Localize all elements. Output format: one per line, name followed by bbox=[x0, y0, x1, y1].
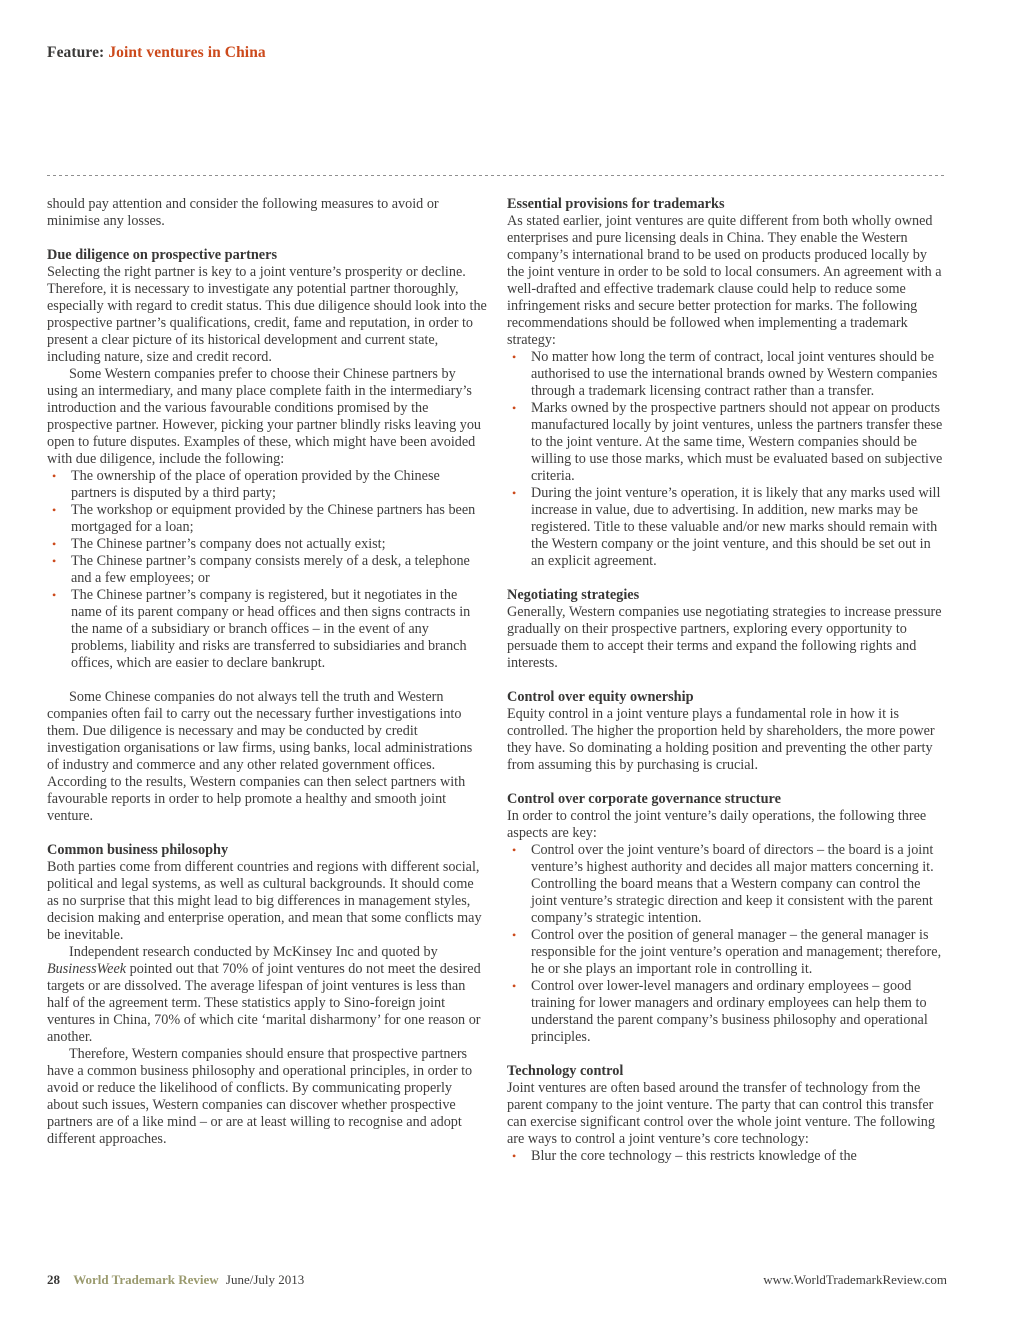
paragraph: Joint ventures are often based around the transfer of technology from the parent company to the joint venture. The party that can control this transfer can exercise significant control over the whole joint venture. The following are ways to control a joint venture’s core technology: bbox=[507, 1080, 935, 1147]
bullet-item: • During the joint venture’s operation, it is likely that any marks used will increase in value, due to advertising. In addition, new marks may be registered. Title to these valuable and/or new marks should remain with the Western company or the joint venture, and this should be set out in an explicit agreement. bbox=[507, 485, 947, 570]
article-body bbox=[47, 196, 947, 1165]
section-heading: Essential provisions for trademarks bbox=[507, 196, 725, 212]
section-heading: Common business philosophy bbox=[47, 842, 229, 858]
issue-date: June/July 2013 bbox=[225, 1272, 305, 1287]
paragraph: should pay attention and consider the following measures to avoid or minimise any losses. bbox=[47, 196, 439, 229]
feature-label: Feature: bbox=[47, 44, 105, 61]
bullet-list bbox=[507, 349, 947, 570]
bullet-item: • Control over lower-level managers and ordinary employees – good training for lower managers and ordinary employees can help them to understand the parent company’s business philosophy and operational principles. bbox=[507, 978, 947, 1046]
bullet-item: • The Chinese partner’s company does not actually exist; bbox=[47, 536, 487, 553]
paragraph: In order to control the joint venture’s daily operations, the following three aspects are key: bbox=[507, 808, 927, 841]
publication-name: World Trademark Review bbox=[73, 1272, 219, 1287]
paragraph: Generally, Western companies use negotiating strategies to increase pressure gradually on their prospective partners, exploring every opportunity to persuade them to accept their terms and expand the following rights and interests. bbox=[507, 604, 942, 671]
italic-text: BusinessWeek bbox=[47, 961, 127, 977]
footer-website: www.WorldTrademarkReview.com bbox=[763, 1272, 947, 1287]
paragraph: Some Chinese companies do not always tell the truth and Western companies often fail to carry out the necessary further investigations into them. Due diligence is necessary and may be conducted by credit investigation organisations or law firms, using banks, local administrations of industry and commerce and any other related government offices. According to the results, Western companies can then select partners with favourable reports in order to help promote a healthy and smooth joint venture. bbox=[47, 689, 473, 824]
section-heading: Technology control bbox=[507, 1063, 624, 1079]
paragraph: As stated earlier, joint ventures are quite different from both wholly owned enterprises and pure licensing deals in China. They enable the Western company’s international brand to be used on products produced locally by the joint venture in order to be sold to local consumers. An agreement with a well-drafted and effective trademark clause could help to reduce some infringement risks and secure better protection for marks. The following recommendations should be followed when implementing a trademark strategy: bbox=[507, 213, 942, 348]
bullet-item: • Control over the joint venture’s board of directors – the board is a joint venture’s highest authority and decides all major matters concerning it. Controlling the board means that a Western company can control the joint venture’s strategic direction and keep it consistent with the parent company’s strategic intention. bbox=[507, 842, 947, 927]
bullet-item: • The workshop or equipment provided by the Chinese partners has been mortgaged for a loan; bbox=[47, 502, 487, 536]
right-column bbox=[507, 196, 947, 1165]
bullet-list bbox=[507, 1148, 947, 1165]
page-header bbox=[47, 44, 266, 62]
paragraph: Both parties come from different countries and regions with different social, political and legal systems, as well as cultural backgrounds. It should come as no surprise that this might lead to big differences in management styles, decision making and enterprise operation, and mean that some conflicts may be inevitable. bbox=[47, 859, 482, 943]
text-run: pointed out that 70% of joint ventures do not meet the desired targets or are dissolved. The average lifespan of joint ventures is less than half of the agreement term. These statistics apply to Sino-foreign joint ventures in China, 70% of which cite ‘marital disharmony’ for one reason or another. bbox=[47, 961, 481, 1045]
left-column bbox=[47, 196, 487, 1165]
text-run: Independent research conducted by McKinsey Inc and quoted by bbox=[69, 944, 438, 960]
bullet-item: • The Chinese partner’s company consists merely of a desk, a telephone and a few employees; or bbox=[47, 553, 487, 587]
paragraph: Some Western companies prefer to choose their Chinese partners by using an intermediary, and many place complete faith in the intermediary’s introduction and the various favourable conditions promised by the prospective partner. However, picking your partner blindly risks leaving you open to future disputes. Examples of these, which might have been avoided with due diligence, include the following: bbox=[47, 366, 482, 467]
paragraph: Therefore, Western companies should ensure that prospective partners have a common business philosophy and operational principles, in order to avoid or reduce the likelihood of conflicts. By communicating properly about such issues, Western companies can discover whether prospective partners are of a like mind – or are at least willing to recognise and adopt different approaches. bbox=[47, 1046, 473, 1147]
dashed-divider bbox=[47, 175, 947, 176]
section-heading: Due diligence on prospective partners bbox=[47, 247, 278, 263]
bullet-item: • The ownership of the place of operation provided by the Chinese partners is disputed by a third party; bbox=[47, 468, 487, 502]
bullet-item: • Marks owned by the prospective partners should not appear on products manufactured locally by joint ventures, unless the partners transfer these to the joint venture. At the same time, Western companies should be willing to use those marks, which must be evaluated based on subjective criteria. bbox=[507, 400, 947, 485]
bullet-item: • No matter how long the term of contract, local joint ventures should be authorised to use the international brands owned by Western companies through a trademark licensing contract rather than a transfer. bbox=[507, 349, 947, 400]
page-number: 28 bbox=[47, 1272, 60, 1287]
bullet-item: • Blur the core technology – this restricts knowledge of the bbox=[507, 1148, 947, 1165]
section-heading: Control over equity ownership bbox=[507, 689, 694, 705]
footer-left bbox=[47, 1272, 304, 1288]
bullet-item: • The Chinese partner’s company is registered, but it negotiates in the name of its parent company or head offices and then signs contracts in the name of a subsidiary or branch offices – in the event of any problems, liability and risks are transferred to subsidiaries and branch offices, which are easier to declare bankrupt. bbox=[47, 587, 487, 672]
paragraph: Equity control in a joint venture plays a fundamental role in how it is controlled. The higher the proportion held by shareholders, the more power they have. So dominating a holding position and preventing the other party from assuming this by purchasing is crucial. bbox=[507, 706, 935, 773]
paragraph: Selecting the right partner is key to a joint venture’s prosperity or decline. Therefore, it is necessary to investigate any potential partner thoroughly, especially with regard to credit status. This due diligence should look into the prospective partner’s qualifications, credit, fame and reputation, in order to present a clear picture of its historical development and current state, including nature, size and credit record. bbox=[47, 264, 487, 365]
feature-title: Joint ventures in China bbox=[108, 44, 266, 61]
bullet-item: • Control over the position of general manager – the general manager is responsible for the joint venture’s operation and management; therefore, he or she plays an important role in controlling it. bbox=[507, 927, 947, 978]
bullet-list bbox=[507, 842, 947, 1046]
paragraph bbox=[47, 944, 487, 1046]
section-heading: Negotiating strategies bbox=[507, 587, 640, 603]
section-heading: Control over corporate governance structure bbox=[507, 791, 781, 807]
bullet-list bbox=[47, 468, 487, 672]
